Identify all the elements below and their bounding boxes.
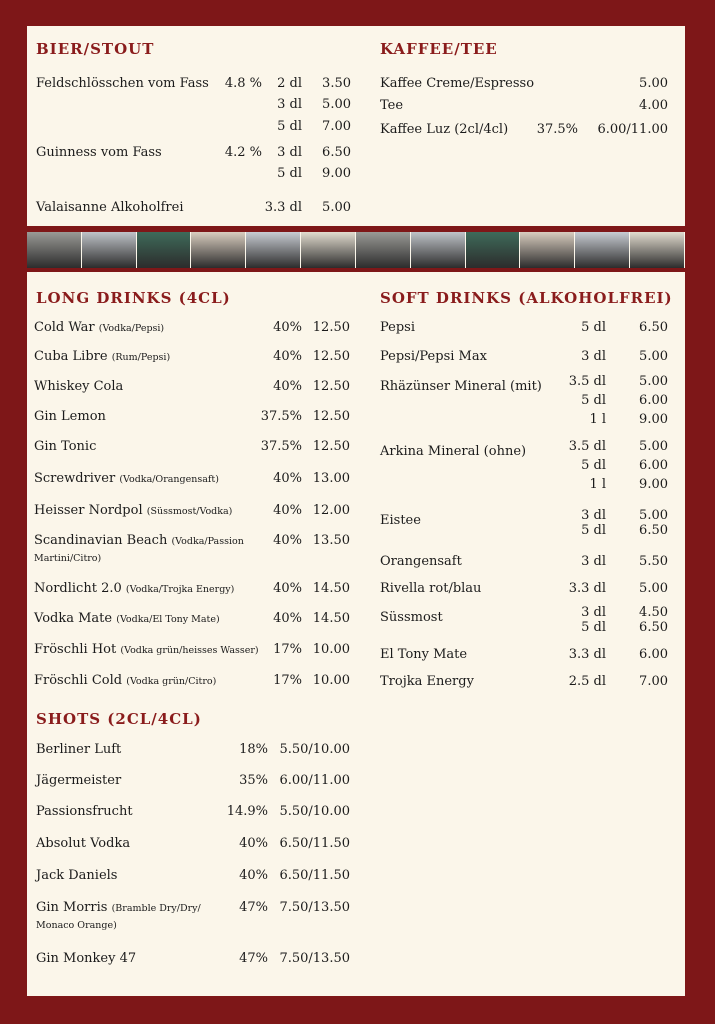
soft-drink-volume: 5 dl <box>581 523 606 538</box>
shot-name: Berliner Luft <box>36 742 122 757</box>
long-drink-ingredients: (Vodka/Passion <box>171 536 244 547</box>
shot-row <box>36 868 236 884</box>
photo-tile <box>520 232 575 268</box>
soft-drink-name: Eistee <box>380 513 421 528</box>
soft-drink-name: Pepsi/Pepsi Max <box>380 349 487 364</box>
soft-drink-price: 6.00 <box>639 393 668 408</box>
long-drink-ingredients: (Rum/Pepsi) <box>111 352 171 363</box>
soft-drink-name: Süssmost <box>380 610 443 625</box>
soft-drink-price: 4.50 <box>639 605 668 620</box>
long-drink-abv: 40% <box>273 581 302 596</box>
soft-drink-name: Rivella rot/blau <box>380 581 482 596</box>
beer-volume: 3 dl <box>277 97 302 112</box>
shot-abv: 47% <box>239 951 268 966</box>
photo-tile <box>27 232 82 268</box>
long-drink-price: 12.50 <box>312 349 350 364</box>
shot-name: Passionsfrucht <box>36 804 133 819</box>
shot-price: 6.50/11.50 <box>279 868 350 883</box>
beer-abv: 4.8 % <box>224 76 262 91</box>
photo-tile <box>466 232 521 268</box>
long-drink-name: Screwdriver <box>34 471 116 486</box>
shot-name: Gin Monkey 47 <box>36 951 137 966</box>
shot-ingredients: (Bramble Dry/Dry/ <box>111 903 201 914</box>
soft-drink-price: 5.50 <box>639 554 668 569</box>
soft-drink-price: 6.50 <box>639 320 668 335</box>
coffee-price: 4.00 <box>639 98 668 113</box>
soft-drink-volume: 1 l <box>589 412 606 427</box>
soft-title: SOFT DRINKS (ALKOHOLFREI) <box>380 289 673 307</box>
shot-price: 6.50/11.50 <box>279 836 350 851</box>
photo-tile <box>191 232 246 268</box>
long-drink-ingredients: (Vodka grün/Citro) <box>126 676 217 687</box>
long-drink-abv: 40% <box>273 503 302 518</box>
long-drink-abv: 40% <box>273 533 302 548</box>
soft-drink-price: 5.00 <box>639 349 668 364</box>
soft-drink-name: Arkina Mineral (ohne) <box>380 444 527 459</box>
kaffee-title: KAFFEE/TEE <box>380 40 498 58</box>
soft-drink-volume: 3 dl <box>581 554 606 569</box>
beer-name: Feldschlösschen vom Fass <box>36 76 209 91</box>
shot-row <box>36 951 236 967</box>
soft-drink-volume: 3.3 dl <box>568 647 606 662</box>
beer-price: 3.50 <box>322 76 351 91</box>
long-drink-name: Scandinavian Beach <box>34 533 168 548</box>
soft-drink-price: 5.00 <box>639 508 668 523</box>
coffee-name: Kaffee Luz (2cl/4cl) <box>380 122 509 137</box>
long-drink-abv: 40% <box>273 320 302 335</box>
long-drink-abv: 37.5% <box>260 439 302 454</box>
shot-row <box>36 900 236 934</box>
photo-tile <box>356 232 411 268</box>
photo-strip <box>27 232 685 268</box>
soft-drink-volume: 5 dl <box>581 393 606 408</box>
soft-drink-volume: 2.5 dl <box>568 674 606 689</box>
beer-volume: 3.3 dl <box>264 200 302 215</box>
photo-tile <box>301 232 356 268</box>
beer-price: 5.00 <box>322 200 351 215</box>
photo-tile <box>246 232 301 268</box>
coffee-name: Kaffee Creme/Espresso <box>380 76 535 91</box>
long-drink-ingredients: (Süssmost/Vodka) <box>146 506 233 517</box>
soft-drink-price: 9.00 <box>639 412 668 427</box>
photo-tile <box>575 232 630 268</box>
long-drink-price: 13.50 <box>312 533 350 548</box>
bier-title: BIER/STOUT <box>36 40 155 58</box>
shot-abv: 40% <box>239 868 268 883</box>
coffee-abv: 37.5% <box>536 122 578 137</box>
shot-name: Jägermeister <box>36 773 122 788</box>
long-drink-ingredients: (Vodka/Pepsi) <box>98 323 165 334</box>
shot-price: 7.50/13.50 <box>279 900 350 915</box>
long-drink-name: Cuba Libre <box>34 349 108 364</box>
long-drink-price: 12.00 <box>312 503 350 518</box>
long-drink-price: 12.50 <box>312 409 350 424</box>
long-drink-abv: 40% <box>273 349 302 364</box>
soft-drink-price: 6.00 <box>639 647 668 662</box>
soft-drink-volume: 5 dl <box>581 320 606 335</box>
coffee-price: 6.00/11.00 <box>597 122 668 137</box>
soft-drink-price: 5.00 <box>639 581 668 596</box>
long-drink-price: 10.00 <box>312 673 350 688</box>
shot-abv: 18% <box>239 742 268 757</box>
soft-drink-volume: 3.5 dl <box>568 374 606 389</box>
shot-price: 6.00/11.00 <box>279 773 350 788</box>
shot-abv: 47% <box>239 900 268 915</box>
soft-drink-name: Trojka Energy <box>380 674 474 689</box>
long-drink-price: 12.50 <box>312 439 350 454</box>
long-title: LONG DRINKS (4CL) <box>36 289 231 307</box>
shot-row <box>36 836 236 852</box>
shot-ingredients-cont: Monaco Orange) <box>36 920 117 931</box>
photo-tile <box>630 232 685 268</box>
long-drink-ingredients: (Vodka grün/heisses Wasser) <box>120 645 259 656</box>
long-drink-name: Gin Lemon <box>34 409 106 424</box>
shot-row <box>36 773 236 789</box>
long-drink-abv: 37.5% <box>260 409 302 424</box>
beer-volume: 3 dl <box>277 145 302 160</box>
photo-tile <box>137 232 192 268</box>
long-drink-price: 12.50 <box>312 379 350 394</box>
soft-drink-volume: 3 dl <box>581 349 606 364</box>
long-drink-abv: 17% <box>273 642 302 657</box>
shot-name: Jack Daniels <box>36 868 118 883</box>
shot-row <box>36 804 236 820</box>
soft-drink-volume: 3 dl <box>581 508 606 523</box>
shots-title: SHOTS (2CL/4CL) <box>36 710 202 728</box>
beer-name: Guinness vom Fass <box>36 145 162 160</box>
soft-drink-name: El Tony Mate <box>380 647 468 662</box>
soft-drink-price: 9.00 <box>639 477 668 492</box>
long-drink-name: Vodka Mate <box>34 611 113 626</box>
coffee-name: Tee <box>380 98 404 113</box>
long-drink-name: Nordlicht 2.0 <box>34 581 122 596</box>
long-drink-ingredients: (Vodka/El Tony Mate) <box>116 614 220 625</box>
beer-price: 9.00 <box>322 166 351 181</box>
long-drink-price: 12.50 <box>312 320 350 335</box>
long-drink-name: Cold War <box>34 320 95 335</box>
soft-drink-price: 6.50 <box>639 523 668 538</box>
soft-drink-name: Orangensaft <box>380 554 462 569</box>
long-drink-ingredients: (Vodka/Orangensaft) <box>119 474 219 485</box>
long-drink-price: 14.50 <box>312 611 350 626</box>
shot-price: 7.50/13.50 <box>279 951 350 966</box>
soft-drink-price: 5.00 <box>639 439 668 454</box>
shot-price: 5.50/10.00 <box>279 804 350 819</box>
long-drink-abv: 40% <box>273 611 302 626</box>
shot-name: Absolut Vodka <box>36 836 131 851</box>
long-drink-price: 14.50 <box>312 581 350 596</box>
soft-drink-volume: 1 l <box>589 477 606 492</box>
soft-drink-price: 6.50 <box>639 620 668 635</box>
beer-abv: 4.2 % <box>224 145 262 160</box>
beer-price: 6.50 <box>322 145 351 160</box>
soft-drink-volume: 3 dl <box>581 605 606 620</box>
shot-abv: 14.9% <box>226 804 268 819</box>
soft-drink-volume: 3.3 dl <box>568 581 606 596</box>
soft-drink-price: 7.00 <box>639 674 668 689</box>
photo-tile <box>411 232 466 268</box>
coffee-price: 5.00 <box>639 76 668 91</box>
long-drink-name: Fröschli Hot <box>34 642 117 657</box>
shot-abv: 40% <box>239 836 268 851</box>
beer-price: 7.00 <box>322 119 351 134</box>
soft-drink-name: Rhäzünser Mineral (mit) <box>380 379 542 394</box>
long-drink-name: Whiskey Cola <box>34 379 124 394</box>
long-drink-abv: 40% <box>273 471 302 486</box>
soft-drink-volume: 5 dl <box>581 458 606 473</box>
long-drink-price: 13.00 <box>312 471 350 486</box>
long-drink-price: 10.00 <box>312 642 350 657</box>
long-drink-ingredients: (Vodka/Trojka Energy) <box>125 584 235 595</box>
long-drink-abv: 17% <box>273 673 302 688</box>
beer-name: Valaisanne Alkoholfrei <box>36 200 184 215</box>
long-drink-name: Fröschli Cold <box>34 673 123 688</box>
soft-drink-name: Pepsi <box>380 320 416 335</box>
shot-name: Gin Morris <box>36 900 108 915</box>
beer-volume: 2 dl <box>277 76 302 91</box>
photo-tile <box>82 232 137 268</box>
shot-abv: 35% <box>239 773 268 788</box>
shot-price: 5.50/10.00 <box>279 742 350 757</box>
long-drink-ingredients-cont: Martini/Citro) <box>34 553 102 564</box>
soft-drink-price: 6.00 <box>639 458 668 473</box>
beer-price: 5.00 <box>322 97 351 112</box>
soft-drink-volume: 3.5 dl <box>568 439 606 454</box>
long-drink-name: Gin Tonic <box>34 439 97 454</box>
beer-volume: 5 dl <box>277 166 302 181</box>
long-drink-name: Heisser Nordpol <box>34 503 143 518</box>
long-drink-abv: 40% <box>273 379 302 394</box>
shot-row <box>36 742 236 758</box>
beer-volume: 5 dl <box>277 119 302 134</box>
soft-drink-volume: 5 dl <box>581 620 606 635</box>
soft-drink-price: 5.00 <box>639 374 668 389</box>
